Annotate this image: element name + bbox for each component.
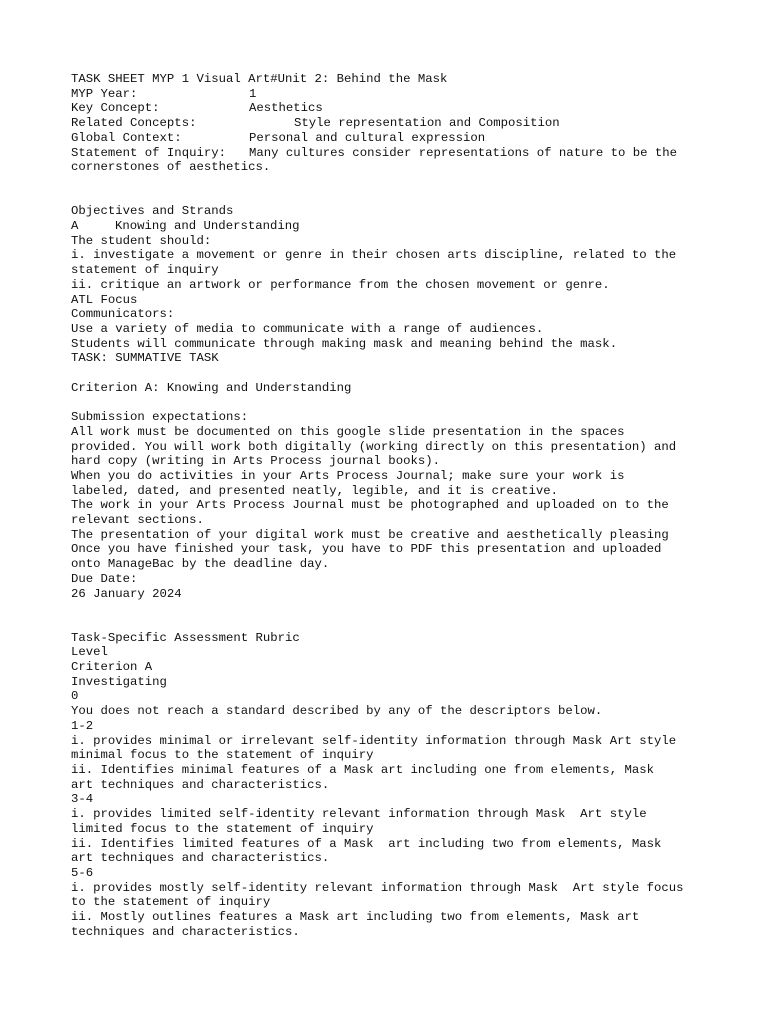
key-concept-row	[71, 101, 711, 116]
myp-year-row	[71, 87, 711, 102]
rubric-level-5-6-descriptor: i. provides mostly self-identity relevant information through Mask Art style focus	[71, 880, 684, 895]
rubric-level-5-6-descriptor: ii. Mostly outlines features a Mask art including two from elements, Mask art	[71, 910, 640, 925]
submission-line: labeled, dated, and presented neatly, legible, and it is creative.	[71, 483, 559, 498]
atl-focus-heading: ATL Focus	[71, 292, 138, 307]
due-date-label: Due Date:	[71, 571, 138, 586]
related-concepts-value: Style representation and Composition	[294, 116, 560, 131]
myp-year-value: 1	[249, 86, 257, 101]
assessment-rubric	[71, 631, 711, 940]
rubric-heading: Task-Specific Assessment Rubric	[71, 630, 300, 645]
rubric-level-3-4-descriptor: art techniques and characteristics.	[71, 851, 330, 866]
rubric-level-0-descriptor: You does not reach a standard described by any of the descriptors below.	[71, 704, 603, 719]
submission-line: provided. You will work both digitally (working directly on this presentation) and	[71, 439, 677, 454]
submission-line: All work must be documented on this google slide presentation in the spaces	[71, 424, 625, 439]
due-date-value: 26 January 2024	[71, 586, 182, 601]
task-sheet-header	[71, 72, 711, 175]
key-concept-value: Aesthetics	[249, 101, 323, 116]
rubric-level-3-4-descriptor: limited focus to the statement of inquiry	[71, 821, 374, 836]
rubric-level-5-6: 5-6	[71, 865, 94, 880]
statement-of-inquiry-row	[71, 146, 711, 161]
strand-name: Knowing and Understanding	[115, 219, 300, 234]
objectives-heading: Objectives and Strands	[71, 204, 234, 219]
student-should-label: The student should:	[71, 233, 212, 248]
global-context-row	[71, 131, 711, 146]
document-title: TASK SHEET MYP 1 Visual Art#Unit 2: Behind the Mask	[71, 72, 448, 86]
submission-line: relevant sections.	[71, 513, 204, 528]
criterion-heading: Criterion A: Knowing and Understanding	[71, 380, 352, 395]
task-sheet-document	[71, 72, 711, 939]
strand-letter: A	[71, 219, 79, 234]
global-context-value: Personal and cultural expression	[249, 130, 486, 145]
rubric-level-0: 0	[71, 689, 79, 704]
atl-line-1: Use a variety of media to communicate with a range of audiences.	[71, 321, 544, 336]
rubric-level-3-4: 3-4	[71, 792, 94, 807]
rubric-level-1-2-descriptor: ii. Identifies minimal features of a Mask art including one from elements, Mask	[71, 762, 654, 777]
submission-line: Once you have finished your task, you have to PDF this presentation and uploaded	[71, 542, 662, 557]
related-concepts-row	[71, 116, 711, 131]
global-context-label: Global Context:	[71, 130, 182, 145]
rubric-criterion-label: Criterion A	[71, 660, 153, 675]
rubric-level-label: Level	[71, 645, 108, 660]
statement-of-inquiry-continuation: cornerstones of aesthetics.	[71, 160, 271, 175]
rubric-level-1-2-descriptor: minimal focus to the statement of inquiry	[71, 748, 374, 763]
statement-of-inquiry-label: Statement of Inquiry:	[71, 145, 226, 160]
myp-year-label: MYP Year:	[71, 86, 138, 101]
objective-i-line2: statement of inquiry	[71, 263, 219, 278]
statement-of-inquiry-value: Many cultures consider representations of nature to be the	[249, 145, 678, 160]
submission-line: The work in your Arts Process Journal must be photographed and uploaded on to the	[71, 498, 669, 513]
submission-line: The presentation of your digital work must be creative and aesthetically pleasing	[71, 527, 669, 542]
rubric-level-5-6-descriptor: to the statement of inquiry	[71, 895, 271, 910]
objective-ii: ii. critique an artwork or performance from the chosen movement or genre.	[71, 277, 610, 292]
submission-heading: Submission expectations:	[71, 410, 249, 425]
rubric-level-3-4-descriptor: i. provides limited self-identity relevant information through Mask Art style	[71, 807, 647, 822]
atl-line-2: Students will communicate through making mask and meaning behind the mask.	[71, 336, 618, 351]
objectives-section	[71, 204, 711, 395]
related-concepts-label: Related Concepts:	[71, 116, 197, 131]
rubric-criterion-name: Investigating	[71, 674, 167, 689]
communicators-label: Communicators:	[71, 307, 175, 322]
rubric-level-1-2: 1-2	[71, 718, 94, 733]
rubric-level-3-4-descriptor: ii. Identifies limited features of a Mask art including two from elements, Mask	[71, 836, 662, 851]
submission-line: When you do activities in your Arts Process Journal; make sure your work is	[71, 468, 625, 483]
key-concept-label: Key Concept:	[71, 101, 160, 116]
task-type: TASK: SUMMATIVE TASK	[71, 351, 219, 366]
objective-i-line1: i. investigate a movement or genre in their chosen arts discipline, related to the	[71, 248, 677, 263]
rubric-level-1-2-descriptor: art techniques and characteristics.	[71, 777, 330, 792]
rubric-level-5-6-descriptor: techniques and characteristics.	[71, 924, 300, 939]
submission-line: onto ManageBac by the deadline day.	[71, 557, 330, 572]
strand-row	[71, 219, 711, 234]
rubric-level-1-2-descriptor: i. provides minimal or irrelevant self-identity information through Mask Art style	[71, 733, 677, 748]
submission-line: hard copy (writing in Arts Process journal books).	[71, 454, 440, 469]
submission-section	[71, 410, 711, 601]
